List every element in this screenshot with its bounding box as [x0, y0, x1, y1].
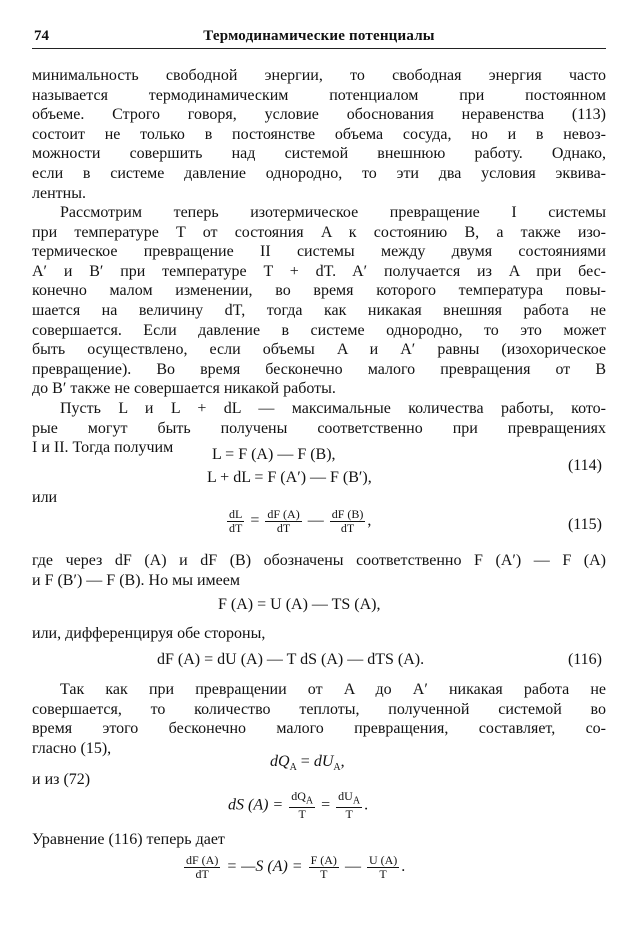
text-line: где через dF (A) и dF (B) обозначены соответственно F (A′) — F (A) — [32, 552, 606, 569]
text-line: и F (B′) — F (B). Но мы имеем — [32, 571, 240, 589]
paragraph-7 — [32, 770, 606, 790]
paragraph-8 — [32, 830, 606, 850]
numerator: dQ — [291, 789, 306, 803]
numerator: dF (A) — [186, 853, 219, 867]
text-line: гласно (15), — [32, 739, 112, 757]
text-line: до B′ также не совершается никакой работы. — [32, 380, 336, 398]
text-line: состоит не только в постоянстве объема сосуда, но и в невоз- — [32, 125, 606, 143]
numerator: dF (B) — [331, 507, 364, 521]
paragraph-2 — [32, 203, 606, 399]
denominator: T — [345, 807, 353, 822]
fraction — [265, 508, 301, 535]
equation-rhs: dU — [313, 753, 334, 770]
equation-lhs: dS (A) = — [228, 796, 284, 814]
denominator: T — [320, 867, 328, 881]
numerator: dL — [229, 507, 243, 521]
equals-sign: = — [321, 796, 331, 814]
numerator: U (A) — [368, 853, 398, 867]
text-line: Пусть L и L + dL — максимальные количества работы, кото- — [60, 400, 606, 417]
text-line: называется термодинамическим потенциалом при постоянном — [32, 86, 606, 104]
text-line: можности совершить над системой внешнюю работу. Однако, — [32, 145, 606, 163]
period: . — [401, 858, 406, 876]
text-line: A′ и B′ при температуре T + dT. A′ получается из A при бес- — [32, 262, 606, 280]
denominator: dT — [195, 867, 209, 881]
text-line: при температуре T от состояния A к состоянию B, а также изо- — [32, 223, 606, 241]
numerator: dU — [338, 789, 353, 803]
subscript: A — [305, 795, 314, 807]
subscript: A — [333, 762, 341, 774]
equation-number: (115) — [567, 516, 602, 533]
equation-116 — [32, 651, 606, 673]
text-line: Уравнение (116) теперь дает — [32, 831, 225, 848]
fraction — [184, 854, 220, 881]
denominator: dT — [276, 521, 291, 535]
text-line: совершается, то количество теплоты, полученной системой во — [32, 700, 606, 718]
denominator: dT — [340, 521, 355, 535]
paragraph-1 — [32, 66, 606, 203]
text-line: и из (72) — [32, 771, 91, 788]
equation-number: (114) — [567, 457, 602, 474]
text-line: минимальность свободной энергии, то свободная энергия часто — [32, 67, 606, 84]
equation-final — [32, 852, 606, 892]
equation-114-number-row — [32, 457, 606, 479]
subscript: A — [352, 795, 361, 807]
equation-middle: = —S (A) = — [226, 858, 303, 876]
equation-text: F (A) = U (A) — TS (A), — [218, 596, 381, 613]
minus-sign: — — [344, 858, 361, 876]
text-line: объеме. Строго говоря, условие обоснования неравенства (113) — [32, 106, 606, 124]
paragraph-4 — [32, 551, 606, 590]
text-line: шается на величину dT, тогда как никакая внешняя работа не — [32, 301, 606, 319]
denominator: T — [298, 807, 306, 822]
denominator: dT — [229, 521, 243, 535]
fraction — [289, 790, 315, 821]
numerator: dF (A) — [267, 507, 300, 521]
period: . — [364, 796, 369, 814]
denominator: T — [379, 867, 387, 881]
fraction — [336, 790, 362, 821]
minus-sign: — — [307, 512, 324, 530]
equation-free-energy — [32, 596, 606, 618]
text-line: время этого бесконечно малого превращения, составляет, со- — [32, 720, 606, 738]
page-number: 74 — [34, 28, 49, 44]
text-line: рые могут быть получены соответственно при превращениях — [32, 419, 606, 437]
numerator: F (A) — [310, 853, 337, 867]
text-line: совершается. Если давление в системе однородно, то это может — [32, 321, 606, 339]
equation-entropy — [32, 788, 606, 828]
equation-text: L + dL = F (A′) — F (B′), — [207, 469, 372, 486]
equals-sign: = — [250, 512, 260, 530]
fraction — [330, 508, 366, 535]
comma: , — [367, 512, 372, 530]
text-line: Рассмотрим теперь изотермическое превращение I системы — [60, 204, 606, 221]
text-line: I и II. Тогда получим — [32, 439, 174, 457]
text-line: конечно малом изменении, во время которого температура повы- — [32, 282, 606, 300]
page-header — [32, 26, 606, 49]
text-line: лентны. — [32, 184, 86, 202]
text-line: быть осуществлено, если объемы A и A′ равны (изохорическое — [32, 341, 606, 359]
text-line: превращение). Во время бесконечно малого превращения от B — [32, 360, 606, 378]
fraction — [309, 854, 339, 881]
subscript: A — [289, 762, 297, 774]
equation-text: dF (A) = dU (A) — T dS (A) — dTS (A). — [157, 651, 425, 668]
text-line: или — [32, 489, 58, 506]
text-line: термическое превращение II системы между двумя состояниями — [32, 243, 606, 261]
paragraph-5 — [32, 624, 606, 644]
equation-lhs: dQ — [270, 753, 290, 770]
text-line: если в системе давление однородно, то эти два условия эквива- — [32, 164, 606, 182]
equation-115 — [32, 508, 606, 544]
word-or-1 — [32, 488, 606, 508]
text-line: или, дифференцируя обе стороны, — [32, 625, 266, 642]
equation-heat: $dQ_A = dU_A$, — [270, 753, 345, 774]
paragraph-6 — [32, 680, 606, 758]
running-title: Термодинамические потенциалы — [203, 28, 435, 44]
fraction — [367, 854, 399, 881]
text-line: Так как при превращении от A до A′ никакая работа не — [60, 681, 606, 698]
fraction — [227, 508, 244, 535]
equation-number: (116) — [567, 651, 602, 668]
equation-text: L = F (A) — F (B), — [212, 446, 336, 463]
